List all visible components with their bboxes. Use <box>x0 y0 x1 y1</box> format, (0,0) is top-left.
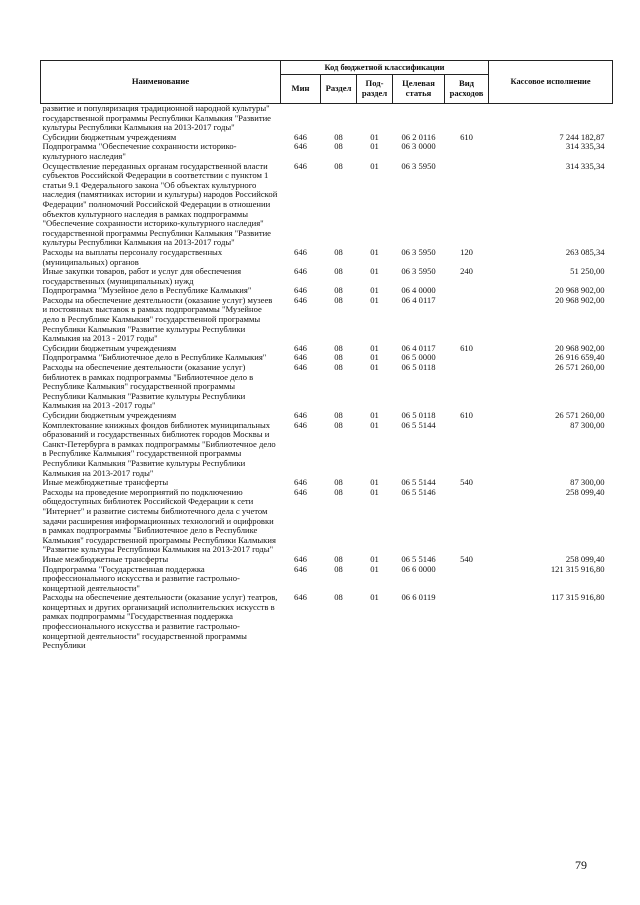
cell-vid <box>445 353 489 363</box>
cell-celevaya: 06 4 0117 <box>401 342 436 353</box>
cell-kassovoe <box>489 104 613 133</box>
cell-podrazdel: 01 <box>370 477 379 488</box>
header-vid: Вид расходов <box>445 75 489 104</box>
cell-celevaya: 06 5 5146 <box>401 553 436 564</box>
cell-kassovoe: 20 968 902,00 <box>555 285 605 296</box>
header-razdel: Раздел <box>321 75 357 104</box>
cell-razdel: 08 <box>334 352 343 363</box>
cell-razdel: 08 <box>334 285 343 296</box>
cell-name: Расходы на проведение мероприятий по подключению общедоступных библиотек Российской Федерации к сети "Интернет" и развитие системы библиотечного дела с учетом задачи расширения информационных технологий и оцифровки в рамках подпрограммы "Библиотечное дело в Республике Калмыкия" государственной программы Республики Калмыкия "Развитие культуры Республики Калмыкия на 2013-2017 годы" <box>42 486 276 555</box>
cell-vid <box>445 593 489 651</box>
cell-razdel: 08 <box>334 266 343 277</box>
cell-min: 646 <box>294 592 307 603</box>
cell-podrazdel <box>357 104 393 133</box>
cell-kassovoe: 258 099,40 <box>565 486 605 497</box>
cell-min: 646 <box>294 477 307 488</box>
cell-min: 646 <box>294 342 307 353</box>
cell-min: 646 <box>294 352 307 363</box>
cell-name: Подпрограмма "Музейное дело в Республике Калмыкия" <box>42 285 252 296</box>
page-number: 79 <box>575 858 587 872</box>
table-row <box>41 267 613 286</box>
cell-min: 646 <box>294 419 307 430</box>
cell-podrazdel: 01 <box>370 285 379 296</box>
cell-celevaya: 06 5 0000 <box>401 352 436 363</box>
cell-podrazdel: 01 <box>370 410 379 420</box>
cell-kassovoe: 121 315 916,80 <box>550 563 605 574</box>
cell-podrazdel: 01 <box>370 592 379 603</box>
table-row <box>41 565 613 594</box>
cell-name: Подпрограмма "Обеспечение сохранности историко-культурного наследия" <box>42 141 237 161</box>
cell-razdel: 08 <box>334 419 343 430</box>
cell-vid: 240 <box>460 266 473 277</box>
cell-podrazdel: 01 <box>370 141 379 152</box>
cell-celevaya: 06 4 0117 <box>401 294 436 305</box>
cell-vid <box>445 296 489 344</box>
cell-celevaya: 06 5 5144 <box>401 419 436 430</box>
cell-kassovoe: 7 244 182,87 <box>559 131 605 142</box>
cell-podrazdel: 01 <box>370 419 379 430</box>
cell-name: Иные межбюджетные трансферты <box>42 477 169 488</box>
header-name: Наименование <box>41 61 281 104</box>
cell-podrazdel: 01 <box>370 352 379 363</box>
cell-name: Расходы на обеспечение деятельности (оказание услуг) библиотек в рамках подпрограммы "Библиотечное дело в Республике Калмыкия" государственной программы Республики Калмыкия "Развитие культуры Республики Калмыкия на 2013 -2017 годы" <box>42 362 254 411</box>
cell-razdel: 08 <box>334 294 343 305</box>
cell-celevaya: 06 5 5144 <box>401 477 436 488</box>
cell-podrazdel: 01 <box>370 486 379 497</box>
cell-name: Субсидии бюджетным учреждениям <box>42 410 177 420</box>
cell-name: Иные закупки товаров, работ и услуг для обеспечения государственных (муниципальных) нужд <box>42 266 242 286</box>
header-min: Мин <box>281 75 321 104</box>
cell-kassovoe: 314 335,34 <box>565 160 605 171</box>
cell-podrazdel: 01 <box>370 246 379 257</box>
cell-name: Комплектование книжных фондов библиотек муниципальных образований и государственных библиотек городов Москвы и Санкт-Петербурга в рамках подпрограммы "Библиотечное дело в Республике Калмыкия" государственной программы Республики Калмыкия "Развитие культуры Республики Калмыкия на 2013-2017 годы" <box>42 419 276 478</box>
cell-celevaya: 06 3 5950 <box>401 266 436 277</box>
cell-celevaya: 06 6 0000 <box>401 563 436 574</box>
table-row <box>41 104 613 133</box>
cell-vid: 540 <box>460 553 473 564</box>
cell-razdel: 08 <box>334 131 343 142</box>
table-row <box>41 593 613 651</box>
cell-podrazdel: 01 <box>370 563 379 574</box>
cell-min: 646 <box>294 553 307 564</box>
cell-razdel: 08 <box>334 486 343 497</box>
cell-celevaya: 06 3 5950 <box>401 160 436 171</box>
header-group: Код бюджетной классификации <box>281 61 489 75</box>
cell-min: 646 <box>294 131 307 142</box>
cell-podrazdel: 01 <box>370 266 379 277</box>
cell-celevaya: 06 5 0118 <box>401 362 436 373</box>
cell-kassovoe: 263 085,34 <box>565 246 605 257</box>
cell-name: Осуществление переданных органам государственной власти субъектов Российской Федерации в соответствии с пунктом 1 статьи 9.1 Федерального закона "Об объектах культурного наследия (памятниках истории и культуры) народов Российской Федерации" полномочий Российской Федерации в отношении объектов культурного наследия в рамках подпрограммы "Обеспечение сохранности историко-культурного наследия" государственной программы Республики Калмыкия "Развитие культуры Республики Калмыкия на 2013-2017 годы" <box>42 160 278 248</box>
cell-podrazdel: 01 <box>370 294 379 305</box>
cell-vid: 540 <box>460 477 473 488</box>
cell-vid: 610 <box>460 410 473 420</box>
cell-podrazdel: 01 <box>370 131 379 142</box>
cell-razdel: 08 <box>334 342 343 353</box>
cell-name: развитие и популяризация традиционной народной культуры" государственной программы Республики Калмыкия "Развитие культуры Республики Калмыкия на 2013-2017 годы" <box>42 103 271 133</box>
cell-min: 646 <box>294 285 307 296</box>
cell-vid <box>445 421 489 479</box>
cell-min: 646 <box>294 294 307 305</box>
table-row <box>41 421 613 479</box>
cell-min: 646 <box>294 266 307 277</box>
cell-name: Подпрограмма "Библиотечное дело в Республике Калмыкия" <box>42 352 267 363</box>
cell-razdel <box>321 104 357 133</box>
cell-kassovoe: 20 968 902,00 <box>555 342 605 353</box>
cell-kassovoe: 314 335,34 <box>565 141 605 152</box>
cell-razdel: 08 <box>334 246 343 257</box>
cell-vid <box>445 488 489 555</box>
cell-name: Иные межбюджетные трансферты <box>42 553 169 564</box>
cell-name: Расходы на выплаты персоналу государственных (муниципальных) органов <box>42 246 223 267</box>
cell-vid <box>445 363 489 411</box>
cell-kassovoe: 258 099,40 <box>565 553 605 564</box>
cell-vid <box>445 286 489 296</box>
cell-min: 646 <box>294 246 307 257</box>
cell-min: 646 <box>294 141 307 152</box>
cell-kassovoe: 26 571 260,00 <box>555 410 605 420</box>
table-row <box>41 363 613 411</box>
cell-name: Подпрограмма "Государственная поддержка профессионального искусства и развитие гастрольно-концертной деятельности" <box>42 563 240 593</box>
table-row <box>41 296 613 344</box>
cell-razdel: 08 <box>334 141 343 152</box>
cell-vid <box>445 104 489 133</box>
cell-celevaya: 06 5 5146 <box>401 486 436 497</box>
cell-celevaya: 06 2 0116 <box>401 131 436 142</box>
cell-vid: 610 <box>460 131 473 142</box>
cell-vid <box>445 162 489 248</box>
table-header <box>41 61 613 104</box>
cell-celevaya: 06 6 0119 <box>401 592 436 603</box>
cell-podrazdel: 01 <box>370 160 379 171</box>
cell-name: Расходы на обеспечение деятельности (оказание услуг) музеев и постоянных выставок в рамках подпрограммы "Музейное дело в Республике Калмыкия" государственной программы Республики Калмыкия "Развитие культуры Республики Калмыкия на 2013 - 2017 годы" <box>42 294 273 344</box>
header-celevaya: Целевая статья <box>393 75 445 104</box>
cell-podrazdel: 01 <box>370 553 379 564</box>
cell-celevaya: 06 5 0118 <box>401 410 436 420</box>
cell-kassovoe: 87 300,00 <box>570 419 605 430</box>
cell-min: 646 <box>294 362 307 373</box>
cell-razdel: 08 <box>334 477 343 488</box>
cell-kassovoe: 26 571 260,00 <box>555 362 605 373</box>
cell-celevaya: 06 3 0000 <box>401 141 436 152</box>
cell-kassovoe: 20 968 902,00 <box>555 294 605 305</box>
header-kassovoe: Кассовое исполнение <box>489 61 613 104</box>
cell-kassovoe: 117 315 916,80 <box>551 592 605 603</box>
cell-razdel: 08 <box>334 160 343 171</box>
cell-kassovoe: 87 300,00 <box>570 477 605 488</box>
cell-name: Субсидии бюджетным учреждениям <box>42 342 177 353</box>
cell-podrazdel: 01 <box>370 342 379 353</box>
budget-table <box>40 60 613 651</box>
cell-vid <box>445 142 489 161</box>
cell-razdel: 08 <box>334 362 343 373</box>
cell-name: Расходы на обеспечение деятельности (оказание услуг) театров, концертных и других организаций исполнительских искусств в рамках подпрограммы "Государственная поддержка профессионального искусства и развитие гастрольно-концертной деятельности" государственной программы Республики <box>42 592 278 651</box>
table-row <box>41 248 613 267</box>
header-podrazdel: Под-раздел <box>357 75 393 104</box>
cell-vid <box>445 565 489 594</box>
cell-kassovoe: 26 916 659,40 <box>555 352 605 363</box>
table-row <box>41 142 613 161</box>
cell-vid: 120 <box>460 246 473 257</box>
cell-min: 646 <box>294 410 307 420</box>
cell-razdel: 08 <box>334 410 343 420</box>
table-row <box>41 488 613 555</box>
cell-name: Субсидии бюджетным учреждениям <box>42 131 177 142</box>
cell-celevaya: 06 3 5950 <box>401 246 436 257</box>
cell-razdel: 08 <box>334 553 343 564</box>
cell-min: 646 <box>294 486 307 497</box>
table-row <box>41 162 613 248</box>
cell-razdel: 08 <box>334 563 343 574</box>
cell-podrazdel: 01 <box>370 362 379 373</box>
cell-celevaya <box>393 104 445 133</box>
table-body <box>41 104 613 651</box>
cell-razdel: 08 <box>334 592 343 603</box>
cell-min <box>281 104 321 133</box>
cell-min: 646 <box>294 563 307 574</box>
cell-min: 646 <box>294 160 307 171</box>
cell-vid: 610 <box>460 342 473 353</box>
cell-kassovoe: 51 250,00 <box>570 266 605 277</box>
cell-celevaya: 06 4 0000 <box>401 285 436 296</box>
